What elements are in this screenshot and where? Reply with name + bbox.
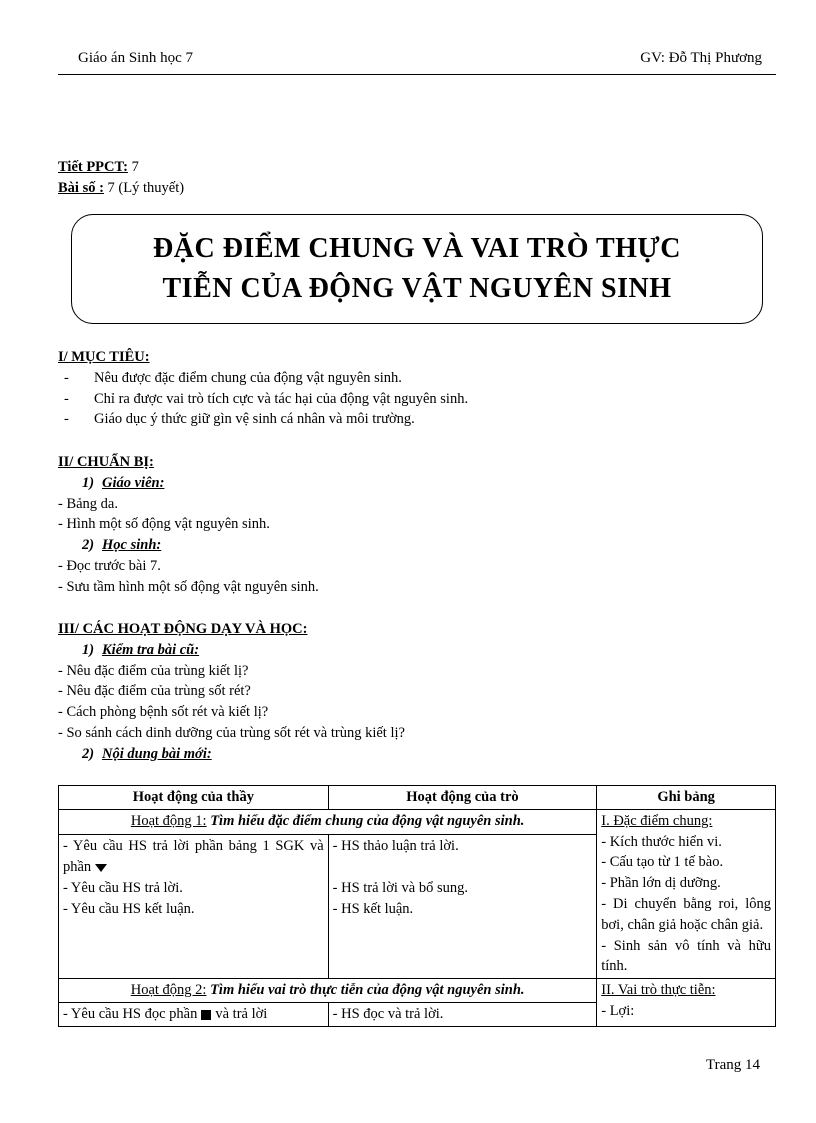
subheading: 2) Học sinh: xyxy=(82,537,162,554)
list-item: - Nêu đặc điểm của trùng sốt rét? xyxy=(58,683,251,700)
header-divider xyxy=(58,74,776,75)
list-item: - Nêu được đặc điểm chung của động vật nguyên sinh. xyxy=(64,369,402,386)
title-box xyxy=(71,214,763,324)
board-item: - Sinh sản vô tính và hữu tính. xyxy=(601,937,771,975)
list-item: - Đọc trước bài 7. xyxy=(58,557,161,574)
student-item: - HS thảo luận trả lời. xyxy=(332,838,459,855)
board-item: - Di chuyển bằng roi, lông bơi, chân giả hoặc chân giả. xyxy=(601,895,771,933)
subheading: 2) Nội dung bài mới: xyxy=(82,745,212,762)
list-item: - Nêu đặc điểm của trùng kiết lị? xyxy=(58,662,249,679)
title-line-1: ĐẶC ĐIỂM CHUNG VÀ VAI TRÒ THỰC xyxy=(153,233,681,264)
title-line-2: TIỄN CỦA ĐỘNG VẬT NGUYÊN SINH xyxy=(162,273,672,304)
section-heading: II/ CHUẨN BỊ: xyxy=(58,454,154,470)
teacher-item: - Yêu cầu HS trả lời. xyxy=(63,879,183,896)
table-row xyxy=(59,979,776,1003)
list-item: - Sưu tầm hình một số động vật nguyên sinh. xyxy=(58,578,319,595)
student-cell-2: - HS đọc và trả lời. xyxy=(328,1002,597,1026)
section-activities xyxy=(58,619,405,765)
board-item: - Lợi: xyxy=(601,1002,635,1019)
list-item: - Bảng da. xyxy=(58,495,118,512)
table-header-cell: Hoạt động của trò xyxy=(328,786,597,810)
list-item: - Chỉ ra được vai trò tích cực và tác hại của động vật nguyên sinh. xyxy=(64,390,469,407)
lesson-period xyxy=(58,157,139,178)
section-heading: III/ CÁC HOẠT ĐỘNG DẠY VÀ HỌC: xyxy=(58,621,308,637)
section-preparation xyxy=(58,452,319,598)
lesson-number-label: Bài số : xyxy=(58,180,104,196)
student-item: - HS kết luận. xyxy=(332,900,414,917)
lesson-number xyxy=(58,178,184,199)
table-header-cell: Hoạt động của thầy xyxy=(59,786,329,810)
board-heading: II. Vai trò thực tiễn: xyxy=(601,982,716,999)
student-item: - HS trả lời và bổ sung. xyxy=(332,879,468,896)
page-number: Trang 14 xyxy=(705,1057,760,1073)
teacher-item: - Yêu cầu HS kết luận. xyxy=(63,900,195,917)
board-heading: I. Đặc điểm chung: xyxy=(601,812,713,829)
board-cell-2 xyxy=(597,979,776,1027)
board-item: - Phần lớn dị dưỡng. xyxy=(601,875,721,892)
table-row xyxy=(59,809,776,834)
activity-2-title: Hoạt động 2: Tìm hiểu vai trò thực tiễn của động vật nguyên sinh. xyxy=(59,979,597,1003)
activity-1-title: Hoạt động 1: Tìm hiểu đặc điểm chung của động vật nguyên sinh. xyxy=(59,809,597,834)
lesson-plan-table xyxy=(58,785,776,1027)
list-item: - So sánh cách dinh dưỡng của trùng sốt rét và trùng kiết lị? xyxy=(58,724,405,741)
section-heading: I/ MỤC TIÊU: xyxy=(58,349,150,365)
list-item: - Hình một số động vật nguyên sinh. xyxy=(58,516,270,533)
subheading: 1) Giáo viên: xyxy=(82,474,165,491)
section-objectives xyxy=(58,347,468,430)
lesson-period-label: Tiết PPCT: xyxy=(58,159,128,175)
board-cell-1 xyxy=(597,809,776,978)
square-icon xyxy=(201,1010,211,1020)
list-item: - Cách phòng bệnh sốt rét và kiết lị? xyxy=(58,704,269,721)
teacher-cell-2: - Yêu cầu HS đọc phần và trả lời xyxy=(59,1002,329,1026)
lesson-number-value: 7 (Lý thuyết) xyxy=(103,180,185,196)
student-cell-1 xyxy=(328,835,597,979)
board-item: - Cấu tạo từ 1 tế bào. xyxy=(601,854,724,871)
header-right: GV: Đỗ Thị Phương xyxy=(640,50,762,66)
lesson-period-value: 7 xyxy=(127,159,139,175)
list-item: - Giáo dục ý thức giữ gìn vệ sinh cá nhân và môi trường. xyxy=(64,411,415,428)
table-header-row xyxy=(59,786,776,810)
teacher-item: - Yêu cầu HS trả lời phần bảng 1 SGK và phần xyxy=(63,838,324,875)
teacher-cell-1 xyxy=(59,835,329,979)
header-left: Giáo án Sinh học 7 xyxy=(78,50,193,66)
triangle-down-icon xyxy=(95,864,107,872)
table-header-cell: Ghi bảng xyxy=(597,786,776,810)
board-item: - Kích thước hiển vi. xyxy=(601,833,722,850)
subheading: 1) Kiểm tra bài cũ: xyxy=(82,641,200,658)
